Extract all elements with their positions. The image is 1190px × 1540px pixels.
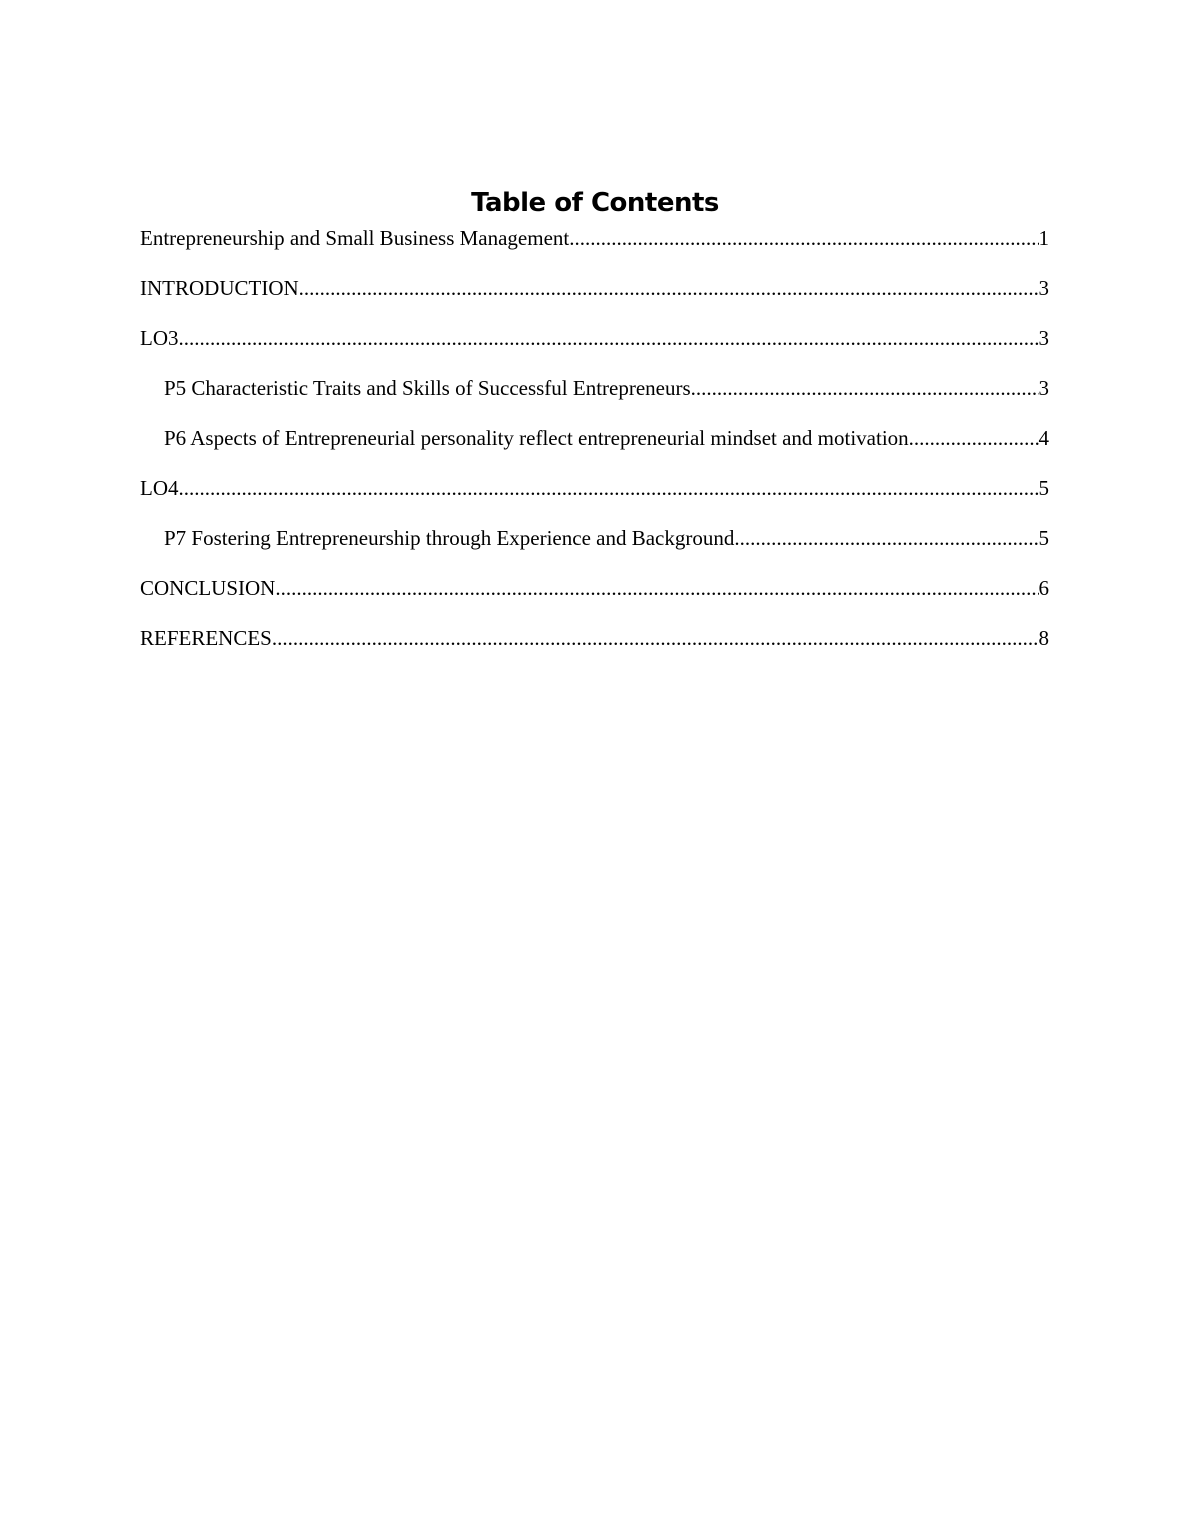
toc-entry-label[interactable]: INTRODUCTION (140, 276, 299, 300)
toc-dot-leader (272, 622, 1039, 654)
toc-entry-label[interactable]: CONCLUSION (140, 576, 276, 600)
toc-entry-page-number: 4 (1038, 426, 1049, 450)
toc-subentry[interactable] (140, 372, 1049, 422)
toc-entry-label[interactable]: LO4 (140, 476, 179, 500)
toc-entry-label[interactable]: P6 Aspects of Entrepreneurial personality reflect entrepreneurial mindset and motivation (164, 426, 909, 450)
toc-entry-page-number: 6 (1038, 576, 1049, 600)
toc-entry-page-number: 5 (1038, 526, 1049, 550)
toc-subentry[interactable] (140, 422, 1049, 472)
toc-entry-page-number: 3 (1038, 376, 1049, 400)
toc-dot-leader (299, 272, 1039, 304)
toc-entry[interactable] (140, 272, 1049, 322)
toc-entry-page-number: 3 (1038, 326, 1049, 350)
toc-entry-label[interactable]: P5 Characteristic Traits and Skills of Successful Entrepreneurs (164, 376, 691, 400)
toc-entry-page-number: 3 (1038, 276, 1049, 300)
toc-entry[interactable] (140, 222, 1049, 272)
toc-entry-page-number: 8 (1038, 626, 1049, 650)
toc-entry[interactable] (140, 572, 1049, 622)
toc-dot-leader (734, 522, 1038, 554)
toc-title: Table of Contents (471, 188, 719, 218)
toc-dot-leader (691, 372, 1039, 404)
toc-entry-page-number: 5 (1038, 476, 1049, 500)
toc-entry-label[interactable]: Entrepreneurship and Small Business Management (140, 226, 570, 250)
toc-entry-page-number: 1 (1038, 226, 1049, 250)
toc-entry-label[interactable]: LO3 (140, 326, 179, 350)
toc-entry[interactable] (140, 622, 1049, 672)
toc-dot-leader (179, 472, 1039, 504)
toc-dot-leader (909, 422, 1039, 454)
toc-entry[interactable] (140, 322, 1049, 372)
toc-dot-leader (275, 572, 1038, 604)
toc-dot-leader (569, 222, 1038, 254)
toc-subentry[interactable] (140, 522, 1049, 572)
toc-dot-leader (179, 322, 1039, 354)
toc-entry[interactable] (140, 472, 1049, 522)
toc-list (140, 222, 1049, 672)
toc-entry-label[interactable]: REFERENCES (140, 626, 272, 650)
toc-entry-label[interactable]: P7 Fostering Entrepreneurship through Experience and Background (164, 526, 735, 550)
